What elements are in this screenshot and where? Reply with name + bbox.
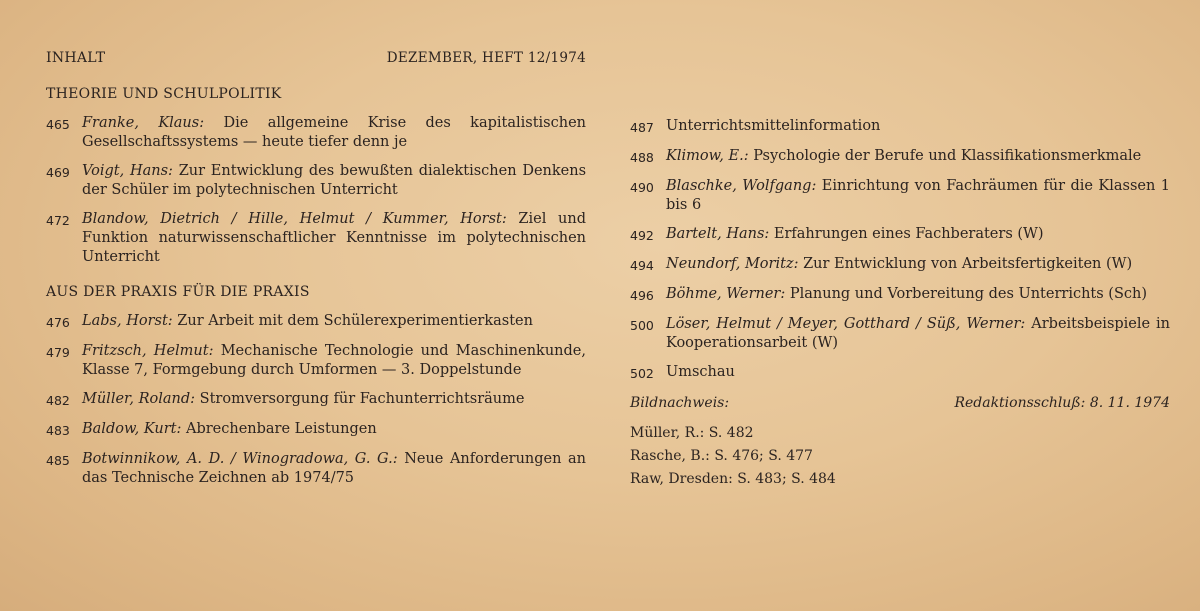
article-title: Planung und Vorbereitung des Unterrichts (Sch) <box>789 286 1148 302</box>
page-number: 469 <box>46 165 70 180</box>
article-title: Unterrichtsmittelinformation <box>666 118 881 134</box>
author: Botwinnikow, A. D. / Winogradowa, G. G.: <box>82 451 398 467</box>
author: Baldow, Kurt: <box>82 421 182 437</box>
article-title: Zur Entwicklung des bewußten dialektischen Denkens der Schüler im polytechnischen Unterricht <box>82 163 587 198</box>
author: Klimow, E.: <box>666 148 749 164</box>
author: Böhme, Werner: <box>666 286 786 302</box>
section-title: AUS DER PRAXIS FÜR DIE PRAXIS <box>46 284 310 300</box>
issue-label: DEZEMBER, HEFT 12/1974 <box>386 50 586 66</box>
page-number: 494 <box>630 258 654 273</box>
credits-header <box>630 395 1170 411</box>
toc-entry <box>630 117 1170 137</box>
page-number: 492 <box>630 228 654 243</box>
toc-entry <box>630 225 1170 245</box>
article-title: Psychologie der Berufe und Klassifikationsmerkmale <box>753 148 1142 164</box>
article-title: Erfahrungen eines Fachberaters (W) <box>773 226 1044 242</box>
author: Löser, Helmut / Meyer, Gotthard / Süß, Werner: <box>666 316 1026 332</box>
toc-title: INHALT <box>46 50 106 66</box>
article-title: Arbeitsbeispiele in Kooperationsarbeit (W) <box>666 316 1171 351</box>
article-title: Ziel und Funktion naturwissenschaftlicher Kenntnisse im polytechnischen Unterricht <box>82 211 586 265</box>
article-title: Abrechenbare Leistungen <box>185 421 377 437</box>
right-column <box>630 117 1170 494</box>
toc-entry <box>46 162 586 200</box>
article-title: Umschau <box>666 364 735 380</box>
toc-entry <box>46 210 586 267</box>
author: Bartelt, Hans: <box>666 226 770 242</box>
credit-line: Raw, Dresden: S. 483; S. 484 <box>630 471 836 487</box>
page-number: 479 <box>46 345 70 360</box>
page-number: 483 <box>46 423 70 438</box>
article-title: Neue Anforderungen an das Technische Zeichnen ab 1974/75 <box>82 451 587 486</box>
author: Blandow, Dietrich / Hille, Helmut / Kummer, Horst: <box>82 211 507 227</box>
author: Blaschke, Wolfgang: <box>666 178 817 194</box>
article-title: Stromversorgung für Fachunterrichtsräume <box>199 391 525 407</box>
page-number: 487 <box>630 120 654 135</box>
article-title: Zur Entwicklung von Arbeitsfertigkeiten (W) <box>803 256 1133 272</box>
article-title: Mechanische Technologie und Maschinenkunde, Klasse 7, Formgebung durch Umformen — 3. Doppelstunde <box>82 343 586 378</box>
toc-entry <box>46 342 586 380</box>
toc-entry <box>46 312 586 332</box>
article-title: Einrichtung von Fachräumen für die Klassen 1 bis 6 <box>666 178 1170 213</box>
page-number: 482 <box>46 393 70 408</box>
credit-line: Rasche, B.: S. 476; S. 477 <box>630 448 813 464</box>
article-title: Die allgemeine Krise des kapitalistischen Gesellschaftssystems — heute tiefer denn je <box>82 115 587 150</box>
page-number: 502 <box>630 366 654 381</box>
article-title: Zur Arbeit mit dem Schülerexperimentierkasten <box>177 313 533 329</box>
toc-entry <box>630 315 1170 353</box>
author: Franke, Klaus: <box>82 115 205 131</box>
toc-header <box>46 50 586 66</box>
author: Labs, Horst: <box>82 313 173 329</box>
toc-entry <box>46 420 586 440</box>
page-number: 472 <box>46 213 70 228</box>
page-number: 485 <box>46 453 70 468</box>
toc-entry <box>46 450 586 488</box>
author: Voigt, Hans: <box>82 163 173 179</box>
author: Müller, Roland: <box>82 391 196 407</box>
left-column <box>46 50 586 498</box>
toc-entry <box>630 285 1170 305</box>
editorial-deadline: Redaktionsschluß: 8. 11. 1974 <box>954 395 1170 411</box>
credit-line: Müller, R.: S. 482 <box>630 425 754 441</box>
section-title: THEORIE UND SCHULPOLITIK <box>46 86 282 102</box>
page-number: 476 <box>46 315 70 330</box>
page-number: 496 <box>630 288 654 303</box>
toc-entry <box>630 255 1170 275</box>
toc-entry <box>630 147 1170 167</box>
toc-entry <box>630 363 1170 383</box>
toc-entry <box>46 114 586 152</box>
credits-label: Bildnachweis: <box>630 395 730 411</box>
page-number: 500 <box>630 318 654 333</box>
page-number: 465 <box>46 117 70 132</box>
author: Fritzsch, Helmut: <box>82 343 214 359</box>
page-number: 490 <box>630 180 654 195</box>
page-number: 488 <box>630 150 654 165</box>
toc-entry <box>630 177 1170 215</box>
author: Neundorf, Moritz: <box>666 256 799 272</box>
toc-entry <box>46 390 586 410</box>
